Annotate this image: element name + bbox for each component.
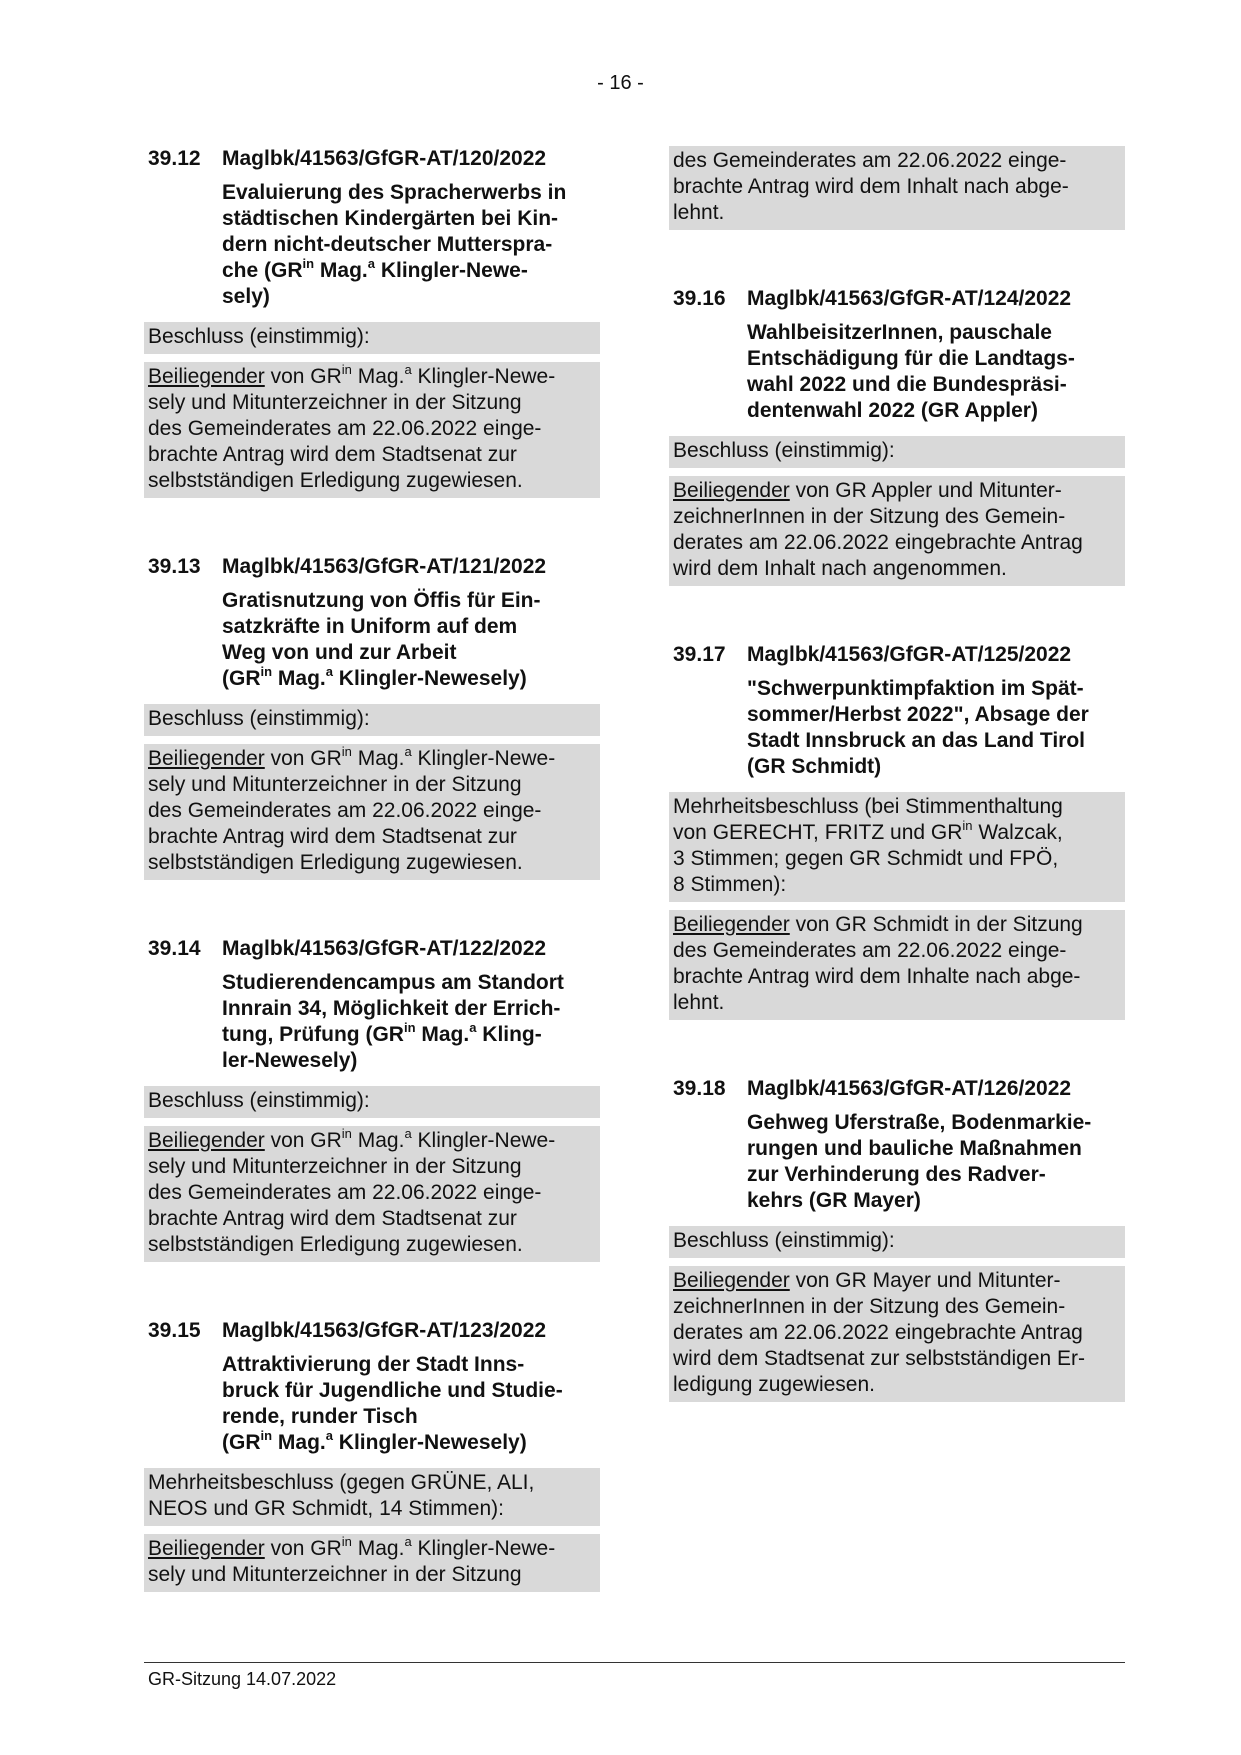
item-number: 39.16: [673, 287, 726, 310]
agenda-item-39-13: [144, 554, 600, 880]
item-title: Gehweg Uferstraße, Bodenmarkie- rungen und bauliche Maßnahmen zur Verhinderung des Radver- kehrs (GR Mayer): [747, 1111, 1092, 1212]
item-title: "Schwerpunktimpfaktion im Spät- sommer/Herbst 2022", Absage der Stadt Innsbruck an das Land Tirol (GR Schmidt): [747, 677, 1089, 778]
decision-box: Mehrheitsbeschluss (gegen GRÜNE, ALI, NEOS und GR Schmidt, 14 Stimmen):: [144, 1468, 600, 1526]
resolution-text: Beiliegender von GR Appler und Mitunter- zeichnerInnen in der Sitzung des Gemein- derates am 22.06.2022 eingebrachte Antrag wird dem Inhalt nach angenommen.: [669, 476, 1125, 586]
item-header: [669, 286, 1125, 312]
item-reference: Maglbk/41563/GfGR-AT/121/2022: [222, 555, 547, 578]
item-reference: Maglbk/41563/GfGR-AT/124/2022: [747, 287, 1072, 310]
continuation-39-15: [669, 146, 1125, 230]
resolution-text: Beiliegender von $GR^{in}$ Mag.$^a$ Klingler-Newe- sely und Mitunterzeichner in der Sitzung des Gemeinderates am 22.06.2022 einge- brachte Antrag wird dem Stadtsenat zur selbstständigen Erledigung zugewiesen.: [144, 744, 600, 880]
decision-box: Beschluss (einstimmig):: [144, 322, 600, 354]
resolution-text-continued: des Gemeinderates am 22.06.2022 einge- brachte Antrag wird dem Inhalt nach abge- lehnt.: [669, 146, 1125, 230]
resolution-text: Beiliegender von $GR^{in}$ Mag.$^a$ Klingler-Newe- sely und Mitunterzeichner in der Sitzung: [144, 1534, 600, 1592]
agenda-item-39-12: [144, 146, 600, 498]
item-reference: Maglbk/41563/GfGR-AT/122/2022: [222, 937, 547, 960]
decision-box: Mehrheitsbeschluss (bei Stimmenthaltung von GERECHT, FRITZ und $GR^{in}$ Walzcak, 3 Stimmen; gegen GR Schmidt und FPÖ, 8 Stimmen):: [669, 792, 1125, 902]
resolution-text: Beiliegender von $GR^{in}$ Mag.$^a$ Klingler-Newe- sely und Mitunterzeichner in der Sitzung des Gemeinderates am 22.06.2022 einge- brachte Antrag wird dem Stadtsenat zur selbstständigen Erledigung zugewiesen.: [144, 1126, 600, 1262]
item-title: Studierendencampus am Standort Innrain 34, Möglichkeit der Errich- tung, Prüfung ($GR^{in}$ Mag.$^a$ Kling- ler-Newesely): [222, 971, 564, 1072]
decision-box: Beschluss (einstimmig):: [669, 1226, 1125, 1258]
item-reference: Maglbk/41563/GfGR-AT/125/2022: [747, 643, 1072, 666]
item-header: [144, 554, 600, 580]
item-header: [144, 1318, 600, 1344]
right-column: [669, 146, 1125, 1458]
item-header: [669, 1076, 1125, 1102]
item-reference: Maglbk/41563/GfGR-AT/123/2022: [222, 1319, 547, 1342]
item-reference: Maglbk/41563/GfGR-AT/120/2022: [222, 147, 547, 170]
item-title: Gratisnutzung von Öffis für Ein- satzkräfte in Uniform auf dem Weg von und zur Arbeit ($GR^{in}$ Mag.$^a$ Klingler-Newesely): [222, 589, 541, 690]
decision-box: Beschluss (einstimmig):: [144, 704, 600, 736]
page-number: - 16 -: [597, 72, 644, 94]
item-number: 39.12: [148, 147, 201, 170]
footer-divider: [144, 1662, 1125, 1663]
agenda-item-39-17: [669, 642, 1125, 1020]
decision-box: Beschluss (einstimmig):: [144, 1086, 600, 1118]
item-number: 39.18: [673, 1077, 726, 1100]
resolution-text: Beiliegender von GR Schmidt in der Sitzung des Gemeinderates am 22.06.2022 einge- brachte Antrag wird dem Inhalte nach abge- lehnt.: [669, 910, 1125, 1020]
item-number: 39.13: [148, 555, 201, 578]
item-title: Evaluierung des Spracherwerbs in städtischen Kindergärten bei Kin- dern nicht-deutscher Mutterspra- che ($GR^{in}$ Mag.$^a$ Klingler-Newe- sely): [222, 181, 567, 308]
item-title: WahlbeisitzerInnen, pauschale Entschädigung für die Landtags- wahl 2022 und die Bundespräsi- dentenwahl 2022 (GR Appler): [747, 321, 1075, 422]
item-header: [144, 936, 600, 962]
item-header: [144, 146, 600, 172]
agenda-item-39-15: [144, 1318, 600, 1592]
agenda-item-39-16: [669, 286, 1125, 586]
decision-box: Beschluss (einstimmig):: [669, 436, 1125, 468]
item-title: Attraktivierung der Stadt Inns- bruck für Jugendliche und Studie- rende, runder Tisch ($GR^{in}$ Mag.$^a$ Klingler-Newesely): [222, 1353, 563, 1454]
item-number: 39.15: [148, 1319, 201, 1342]
resolution-text: Beiliegender von $GR^{in}$ Mag.$^a$ Klingler-Newe- sely und Mitunterzeichner in der Sitzung des Gemeinderates am 22.06.2022 einge- brachte Antrag wird dem Stadtsenat zur selbstständigen Erledigung zugewiesen.: [144, 362, 600, 498]
item-reference: Maglbk/41563/GfGR-AT/126/2022: [747, 1077, 1072, 1100]
item-number: 39.14: [148, 937, 201, 960]
item-number: 39.17: [673, 643, 726, 666]
agenda-item-39-14: [144, 936, 600, 1262]
footer: GR-Sitzung 14.07.2022: [148, 1669, 337, 1689]
item-header: [669, 642, 1125, 668]
agenda-item-39-18: [669, 1076, 1125, 1402]
resolution-text: Beiliegender von GR Mayer und Mitunter- zeichnerInnen in der Sitzung des Gemein- derates am 22.06.2022 eingebrachte Antrag wird dem Stadtsenat zur selbstständigen Er- ledigung zugewiesen.: [669, 1266, 1125, 1402]
left-column: [144, 146, 600, 1648]
